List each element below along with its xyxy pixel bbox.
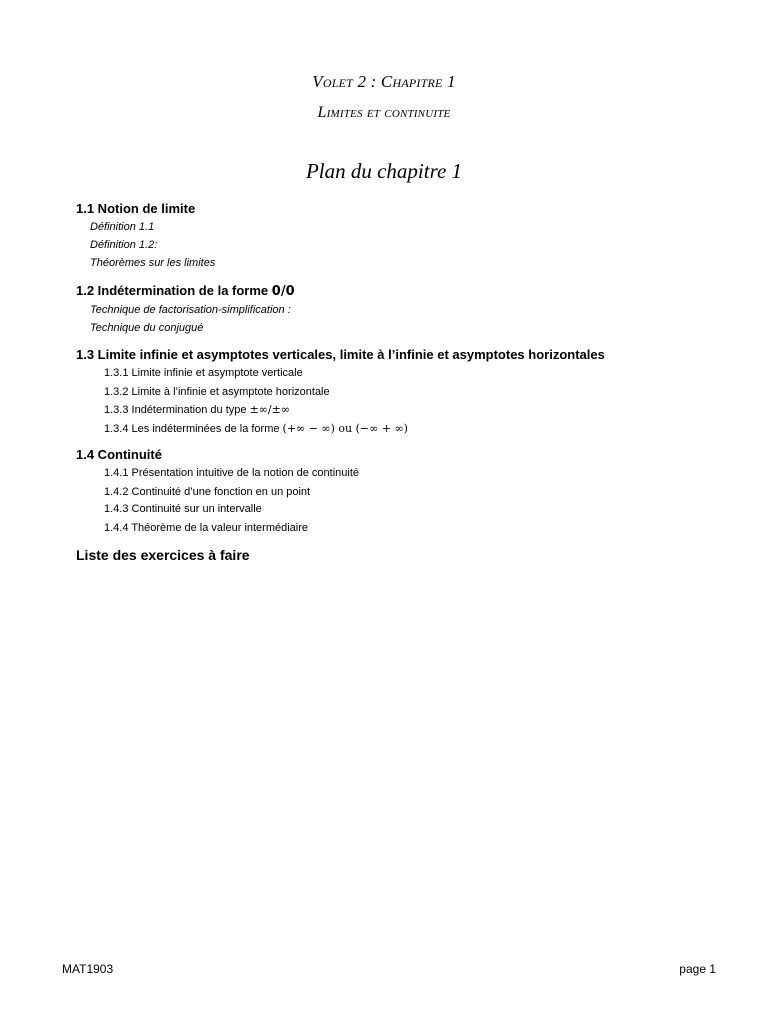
plan-title: Plan du chapitre 1 xyxy=(305,159,463,183)
list-item: Technique de factorisation-simplification : xyxy=(90,304,291,316)
list-item: 1.3.1 Limite infinie et asymptote verticale xyxy=(104,367,303,379)
math-expression: (+∞ − ∞) ou (−∞ + ∞) xyxy=(282,422,408,435)
section-heading-1-4: 1.4 Continuité xyxy=(76,447,162,462)
list-item: 1.4.3 Continuité sur un intervalle xyxy=(104,503,262,515)
footer-page-number: page 1 xyxy=(679,962,716,976)
list-item: 1.3.2 Limite à l’infinie et asymptote horizontale xyxy=(104,386,330,398)
list-item: Technique du conjugué xyxy=(90,322,204,334)
list-item: Théorèmes sur les limites xyxy=(90,257,216,269)
section-heading-1-3: 1.3 Limite infinie et asymptotes verticales, limite à l’infinie et asymptotes horizontales xyxy=(76,347,605,362)
section-heading-1-2 xyxy=(76,283,295,299)
list-item-text: 1.3.4 Les indéterminées de la forme xyxy=(104,423,283,435)
footer-course-code: MAT1903 xyxy=(62,962,114,976)
list-item-text: 1.3.3 Indétermination du type xyxy=(104,404,250,416)
list-item xyxy=(104,403,290,416)
list-item xyxy=(104,422,408,435)
exercises-heading: Liste des exercices à faire xyxy=(76,547,250,563)
list-item: Définition 1.1 xyxy=(90,221,155,233)
chapter-subtitle: Limites et continuite xyxy=(317,104,451,121)
math-expression: 0/0 xyxy=(271,284,295,299)
section-heading-1-1: 1.1 Notion de limite xyxy=(76,201,196,216)
list-item: 1.4.1 Présentation intuitive de la notion de continuité xyxy=(104,467,360,479)
list-item: 1.4.2 Continuité d’une fonction en un point xyxy=(104,486,311,498)
volet-title: Volet 2 : Chapitre 1 xyxy=(312,72,456,91)
section-heading-text: 1.2 Indétermination de la forme xyxy=(76,283,272,298)
math-expression: ±∞/±∞ xyxy=(249,403,291,416)
list-item: 1.4.4 Théorème de la valeur intermédiaire xyxy=(104,522,309,534)
list-item: Définition 1.2: xyxy=(90,239,158,251)
